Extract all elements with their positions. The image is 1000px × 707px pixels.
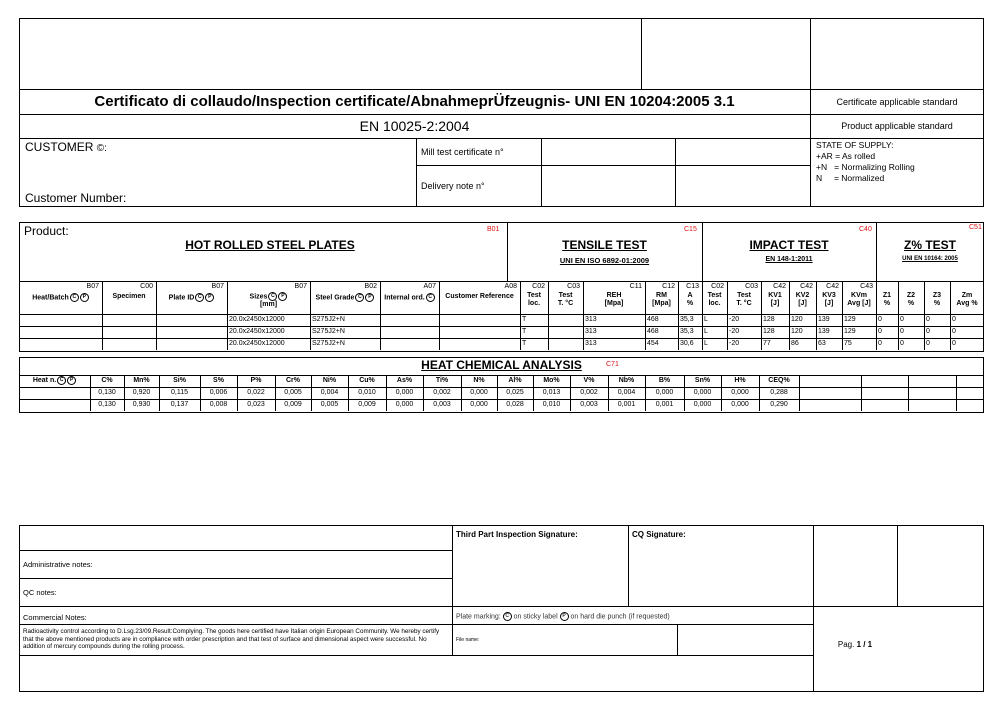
element-value: 0,002: [580, 389, 598, 396]
column-header-line: Plate ID: [168, 294, 195, 302]
element-value: 0,920: [132, 389, 151, 396]
column-header: [898, 292, 924, 308]
element-header: Nb%: [618, 377, 635, 384]
column-code: B07: [211, 283, 224, 290]
column-header-line: Avg [J]: [847, 300, 871, 307]
copyright-icon: C: [355, 293, 364, 302]
element-value: 0,288: [770, 389, 788, 396]
element-value: 0,137: [170, 401, 189, 408]
column-header-line: %: [907, 300, 915, 307]
column-header-line: [310, 293, 380, 302]
column-header-line: [mm]: [259, 301, 278, 309]
divider: [416, 165, 810, 166]
mill-test-label: Mill test certificate n°: [421, 147, 504, 157]
column-header-line: [J]: [824, 300, 834, 307]
tensile-code: C15: [684, 226, 697, 233]
table-cell: 75: [844, 340, 852, 347]
element-value: 0,004: [617, 389, 636, 396]
element-value: 0,010: [358, 389, 376, 396]
column-header-line: [227, 292, 310, 301]
table-cell: 313: [585, 340, 597, 347]
table-cell: 0: [952, 316, 956, 323]
divider: [677, 624, 678, 655]
column-header: [876, 292, 898, 308]
column-header: [678, 292, 702, 308]
column-code: C02: [711, 283, 724, 290]
qc-notes: QC notes:: [23, 588, 57, 597]
column-header: [727, 292, 761, 308]
column-header: [924, 292, 950, 308]
element-value: 0,028: [506, 401, 524, 408]
element-header: H%: [734, 377, 746, 384]
divider: [19, 326, 984, 327]
element-value: 0,004: [320, 389, 339, 396]
column-header-line: Z1: [882, 292, 892, 299]
tensile-standard: UNI EN ISO 6892-01:2009: [559, 256, 650, 265]
element-header: C%: [101, 377, 113, 384]
table-cell: 0: [952, 340, 956, 347]
element-value: 0,010: [542, 401, 561, 408]
column-header-line: Test: [737, 292, 751, 299]
divider: [641, 18, 642, 89]
supply-line: +N = Normalizing Rolling: [816, 162, 915, 172]
element-value: 0,009: [358, 401, 376, 408]
plate-marking-punch: on hard die punch (if requested): [570, 613, 670, 621]
table-cell: 0: [878, 328, 882, 335]
column-code: C11: [629, 283, 642, 290]
column-header: [583, 292, 645, 308]
element-value: 0,001: [617, 401, 636, 408]
table-cell: 313: [585, 316, 597, 323]
product-standard-label: Product applicable standard: [841, 121, 953, 131]
table-cell: L: [704, 316, 708, 323]
column-header-line: Customer Reference: [445, 293, 514, 300]
element-value: 0,022: [247, 389, 265, 396]
element-header: B%: [658, 377, 671, 384]
element-header: Mn%: [133, 377, 150, 384]
column-header-line: Specimen: [112, 293, 146, 300]
column-header-line: %: [686, 300, 694, 307]
delivery-note-label: Delivery note n°: [421, 181, 485, 191]
column-code: A07: [423, 283, 436, 290]
column-header: [816, 292, 842, 308]
plate-marking-sticky: on sticky label: [513, 613, 558, 621]
table-cell: 0: [878, 316, 882, 323]
table-cell: 313: [585, 328, 597, 335]
table-cell: T: [522, 328, 527, 335]
element-value: 0,025: [506, 389, 524, 396]
column-header-line: Z2: [906, 292, 916, 299]
third-part-signature-label: Third Part Inspection Signature:: [456, 530, 578, 539]
column-code: C42: [773, 283, 786, 290]
page-number: [813, 640, 897, 649]
column-header-line: [Mpa]: [604, 300, 624, 307]
column-header-line: Test: [707, 292, 722, 299]
divider: [861, 375, 862, 411]
element-header: N%: [473, 377, 485, 384]
divider: [156, 281, 157, 350]
divider: [380, 281, 381, 350]
element-header: Cr%: [285, 377, 300, 384]
column-code: A08: [504, 283, 517, 290]
element-value: 0,000: [655, 389, 674, 396]
column-code: C12: [662, 283, 675, 290]
column-header-line: Test: [527, 292, 541, 299]
file-name-label: File name:: [456, 637, 480, 643]
column-code: C42: [826, 283, 839, 290]
tensile-title: TENSILE TEST: [562, 238, 647, 252]
element-header: Ni%: [322, 377, 337, 384]
element-header: S%: [213, 377, 224, 384]
column-header-line: T. °C: [736, 300, 752, 307]
column-header: [520, 292, 548, 308]
element-value: 0,005: [320, 401, 339, 408]
table-cell: S275J2+N: [312, 328, 345, 335]
supply-line: N = Normalized: [816, 173, 885, 183]
column-header-line: KVm: [851, 292, 867, 299]
column-header: [310, 293, 380, 302]
column-header: [702, 292, 727, 308]
divider: [19, 578, 452, 579]
element-value: 0,000: [470, 389, 488, 396]
table-cell: 128: [763, 316, 775, 323]
table-cell: S275J2+N: [312, 316, 345, 323]
divider: [19, 281, 984, 282]
copyright-icon: C: [426, 293, 435, 302]
element-value: 0,006: [209, 389, 228, 396]
column-header-line: KV3: [822, 292, 836, 299]
divider: [19, 114, 984, 115]
column-code: C00: [140, 283, 153, 290]
table-cell: 0: [952, 328, 956, 335]
column-code: C42: [800, 283, 813, 290]
column-header: [156, 293, 227, 302]
column-header: [645, 292, 678, 308]
element-header: Al%: [508, 377, 522, 384]
element-value: 0,000: [395, 389, 414, 396]
element-value: 0,130: [98, 389, 116, 396]
element-value: 0,008: [209, 401, 228, 408]
customer-symbol: ©:: [96, 143, 107, 154]
divider: [628, 525, 629, 606]
column-header-line: KV2: [795, 292, 810, 299]
element-value: 0,002: [433, 389, 451, 396]
copyright-icon: C: [195, 293, 204, 302]
table-cell: 77: [763, 340, 771, 347]
state-of-supply: [816, 140, 915, 184]
element-header: V%: [583, 377, 595, 384]
element-value: 0,130: [98, 401, 116, 408]
table-cell: 86: [791, 340, 799, 347]
element-value: 0,003: [433, 401, 451, 408]
z-test-title: Z% TEST: [903, 238, 956, 252]
element-value: 0,000: [470, 401, 488, 408]
element-header: As%: [396, 377, 413, 384]
column-code: C02: [532, 283, 545, 290]
element-value: 0,000: [693, 389, 712, 396]
table-cell: 139: [818, 316, 830, 323]
column-header: [842, 292, 876, 308]
column-header: [380, 293, 439, 302]
heat-number-header: [19, 375, 90, 386]
chemical-code: C71: [606, 361, 619, 368]
column-code: C03: [567, 283, 580, 290]
divider: [439, 281, 440, 350]
column-header-line: Test: [558, 292, 573, 299]
product-code: B01: [487, 226, 500, 233]
table-cell: 63: [818, 340, 826, 347]
column-header-line: KV1: [768, 292, 782, 299]
divider: [416, 138, 417, 207]
administrative-notes: Administrative notes:: [23, 560, 93, 569]
element-header: P%: [250, 377, 262, 384]
heat-number-label: Heat n.: [32, 377, 57, 384]
column-header-line: [J]: [798, 300, 807, 307]
column-code: C03: [745, 283, 758, 290]
divider: [19, 314, 984, 315]
impact-title: IMPACT TEST: [749, 238, 829, 252]
column-header-line: A: [687, 292, 693, 299]
impact-standard: EN 148-1:2011: [765, 256, 813, 263]
product-label: Product:: [24, 224, 69, 238]
customer-label: [25, 140, 107, 154]
z-test-code: C51: [969, 224, 982, 231]
column-header-line: loc.: [527, 300, 541, 307]
table-cell: 0: [878, 340, 882, 347]
column-header-line: [19, 293, 102, 302]
table-cell: L: [704, 328, 708, 335]
element-value: 0,000: [731, 401, 749, 408]
column-header-line: %: [883, 300, 891, 307]
element-value: 0,023: [247, 401, 265, 408]
column-header-line: Sizes: [249, 293, 268, 301]
divider: [675, 138, 676, 207]
supply-title: STATE OF SUPPLY:: [816, 140, 894, 150]
column-header-line: Avg %: [956, 300, 978, 307]
divider: [452, 525, 453, 655]
table-cell: 139: [818, 328, 830, 335]
product-standard: EN 10025-2:2004: [359, 118, 470, 134]
column-header-line: Heat/Batch: [32, 294, 69, 302]
commercial-notes: Commercial Notes:: [23, 613, 87, 622]
element-header: Sn%: [694, 377, 711, 384]
element-value: 0,000: [731, 389, 749, 396]
column-code: C13: [686, 283, 699, 290]
divider: [19, 138, 984, 139]
table-cell: 0: [900, 328, 904, 335]
element-header: CEQ%: [768, 377, 790, 384]
table-cell: 35,3: [680, 328, 694, 335]
table-cell: -20: [729, 340, 740, 347]
copyright-icon: C: [57, 376, 66, 385]
column-header: [19, 293, 102, 302]
table-cell: 0: [926, 328, 930, 335]
table-cell: L: [704, 340, 708, 347]
punch-icon: P: [560, 612, 569, 621]
element-value: 0,115: [171, 389, 188, 396]
table-cell: 0: [926, 340, 930, 347]
impact-code: C40: [859, 226, 872, 233]
table-cell: 454: [647, 340, 659, 347]
punch-icon: P: [205, 293, 214, 302]
table-cell: 120: [791, 328, 803, 335]
radioactivity-statement: Radioactivity control according to D.Lsg.23/09.Result:Complying. The goods here certified have Italian origin European Community. We hereby certify that the above mentioned products are in compliance with order prescription and that test of surface and dimensional aspect were successful. No addition of mercury compounds during the rolling process.: [23, 628, 440, 650]
divider: [19, 606, 984, 607]
divider: [908, 375, 909, 411]
column-header-line: RM: [656, 292, 667, 299]
table-cell: 128: [763, 328, 775, 335]
column-header-line: [380, 293, 439, 302]
punch-icon: P: [80, 293, 89, 302]
table-cell: 120: [791, 316, 803, 323]
element-value: 0,290: [770, 401, 788, 408]
divider: [541, 138, 542, 207]
divider: [19, 89, 984, 90]
page-value: 1 / 1: [856, 640, 873, 649]
element-value: 0,000: [693, 401, 712, 408]
element-header: Mo%: [543, 377, 560, 384]
divider: [19, 338, 984, 339]
customer-label-text: CUSTOMER: [25, 140, 94, 154]
divider: [810, 18, 811, 207]
element-value: 0,001: [655, 401, 674, 408]
table-cell: 20.0x2450x12000: [229, 328, 285, 335]
divider: [19, 624, 813, 625]
table-cell: 0: [926, 316, 930, 323]
table-cell: 468: [647, 316, 659, 323]
column-header: [789, 292, 816, 308]
table-cell: 0: [900, 316, 904, 323]
divider: [956, 375, 957, 411]
column-header: [548, 292, 583, 308]
table-cell: 20.0x2450x12000: [229, 340, 285, 347]
column-header: [761, 292, 789, 308]
column-header: [439, 293, 520, 301]
divider: [19, 550, 452, 551]
divider: [813, 525, 814, 692]
plate-marking: [456, 612, 670, 621]
column-header-line: %: [933, 300, 941, 307]
element-value: 0,930: [132, 401, 151, 408]
divider: [897, 525, 898, 606]
column-header-line: [J]: [770, 300, 780, 307]
column-header-line: [Mpa]: [652, 300, 671, 307]
column-header-line: REH: [606, 292, 622, 299]
customer-number-label: Customer Number:: [25, 191, 127, 205]
z-test-standard: UNI EN 10164: 2005: [902, 256, 958, 262]
element-value: 0,005: [284, 389, 302, 396]
column-header-line: Internal ord.: [384, 294, 425, 302]
table-cell: 0: [900, 340, 904, 347]
table-cell: T: [522, 340, 527, 347]
table-cell: 30,6: [680, 340, 694, 347]
table-cell: -20: [729, 328, 740, 335]
punch-icon: P: [67, 376, 76, 385]
element-header: Si%: [173, 377, 186, 384]
supply-line: +AR = As rolled: [816, 151, 876, 161]
element-header: Ti%: [435, 377, 449, 384]
element-value: 0,003: [580, 401, 598, 408]
table-cell: 468: [647, 328, 659, 335]
column-header-line: Z3: [932, 292, 942, 299]
divider: [799, 375, 800, 411]
column-code: B07: [86, 283, 99, 290]
punch-icon: P: [278, 292, 287, 301]
column-code: C43: [860, 283, 873, 290]
column-header-line: loc.: [708, 300, 721, 307]
element-header: Cu%: [359, 377, 375, 384]
column-header: [102, 293, 156, 301]
cq-signature-label: CQ Signature:: [632, 530, 686, 539]
column-header-line: Steel Grade: [315, 294, 355, 302]
column-code: B07: [294, 283, 307, 290]
divider: [19, 655, 813, 656]
divider: [310, 281, 311, 350]
column-header-line: T. °C: [557, 300, 574, 307]
plate-marking-prefix: Plate marking:: [456, 613, 501, 621]
copyright-icon: C: [503, 612, 512, 621]
chemical-title: HEAT CHEMICAL ANALYSIS: [421, 358, 582, 372]
column-header: [227, 292, 310, 309]
punch-icon: P: [365, 293, 374, 302]
column-code: B02: [364, 283, 377, 290]
table-cell: 20.0x2450x12000: [229, 316, 285, 323]
certificate-standard-label: Certificate applicable standard: [836, 97, 958, 107]
table-cell: 35,3: [680, 316, 694, 323]
table-cell: T: [522, 316, 527, 323]
element-value: 0,009: [284, 401, 302, 408]
element-value: 0,013: [542, 389, 561, 396]
element-value: 0,000: [395, 401, 414, 408]
divider: [102, 281, 103, 350]
page-label: Pag.: [837, 640, 855, 649]
column-header-line: Zm: [961, 292, 973, 299]
table-cell: 129: [844, 316, 856, 323]
certificate-title: Certificato di collaudo/Inspection certificate/AbnahmeprÜfzeugnis- UNI EN 10204:2005 3.1: [94, 93, 735, 110]
column-header: [950, 292, 984, 308]
copyright-icon: C: [268, 292, 277, 301]
column-header-line: [156, 293, 227, 302]
table-cell: 129: [844, 328, 856, 335]
product-name: HOT ROLLED STEEL PLATES: [185, 238, 355, 252]
table-cell: S275J2+N: [312, 340, 345, 347]
table-cell: -20: [729, 316, 740, 323]
copyright-icon: C: [70, 293, 79, 302]
